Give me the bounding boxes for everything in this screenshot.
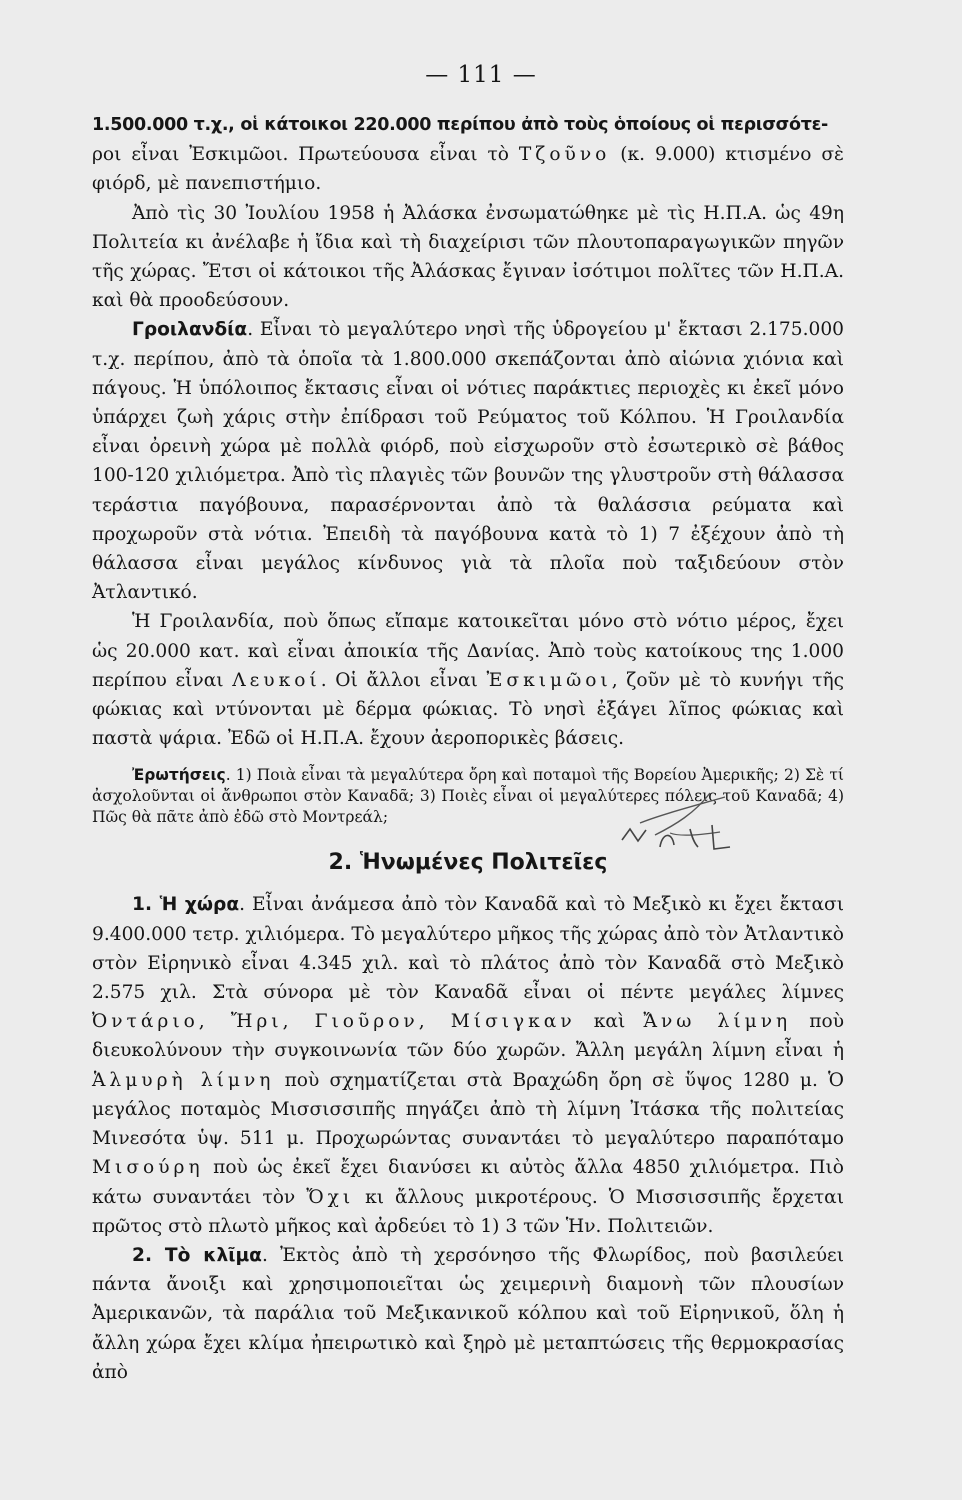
page-number: — 111 — (425, 62, 537, 88)
country-heading: 1. Ἡ χώρα (132, 894, 240, 916)
questions-block: Ἐρωτήσεις. 1) Ποιὰ εἶναι τὰ μεγαλύτερα ὄρη καὶ ποταμοὶ τῆς Βορείου Ἀμερικῆς; 2) Σὲ τί ἀσχολοῦνται οἱ ἄνθρωποι στὸν Καναδᾶ; 3) Ποιὲς εἶναι οἱ μεγαλύτερες πόλεις τοῦ Καναδᾶ; 4) Πῶς θὰ πᾶτε ἀπὸ ἐδῶ στὸ Μοντρεάλ; (92, 766, 844, 827)
capital-name: Τζοῦνο (518, 144, 611, 166)
paragraph-alaska-population: 1.500.000 τ.χ., οἱ κάτοικοι 220.000 περίπου ἀπὸ τοὺς ὁποίους οἱ περισσότε- ροι εἶναι Ἐσκιμῶοι. Πρωτεύουσα εἶναι τὸ Τζοῦνο (κ. 9.000) κτισμένο σὲ φιόρδ, μὲ πανεπιστήμιο. (92, 115, 845, 195)
page-body (92, 110, 844, 1387)
climate-heading: 2. Τὸ κλῖμα (132, 1244, 262, 1266)
greenland-heading: Γροιλανδία (132, 319, 248, 341)
bold-first-line: 1.500.000 τ.χ., οἱ κάτοικοι 220.000 περίπου ἀπὸ τοὺς ὁποίους οἱ περισσότε- (92, 115, 828, 135)
paragraph-alaska-statehood: Ἀπὸ τὶς 30 Ἰουλίου 1958 ἡ Ἀλάσκα ἐνσωματώθηκε μὲ τὶς Η.Π.Α. ὡς 49η Πολιτεία κι ἀνέλαβε ἡ ἴδια καὶ τὴ διαχείρισι τῶν πλουτοπαραγωγικῶν πηγῶν τῆς χώρας. Ἔτσι οἱ κάτοικοι τῆς Ἀλάσκας ἔγιναν ἰσότιμοι πολῖτες τῶν Η.Π.Α. καὶ θὰ προοδεύσουν. (92, 202, 844, 312)
paragraph-greenland: Γροιλανδία. Εἶναι τὸ μεγαλύτερο νησὶ τῆς ὑδρογείου μ' ἔκτασι 2.175.000 τ.χ. περίπου, ἀπὸ τὰ ὁποῖα τὰ 1.800.000 σκεπάζονται ἀπὸ αἰώνια χιόνια καὶ πάγους. Ἡ ὑπόλοιπος ἔκτασις εἶναι οἱ νότιες παράκτιες περιοχὲς κι ἐκεῖ μόνο ὑπάρχει ζωὴ χάρις στὴν ἐπίδρασι τοῦ Ρεύματος τοῦ Κόλπου. Ἡ Γροιλανδία εἶναι ὀρεινὴ χώρα μὲ πολλὰ φιόρδ, ποὺ εἰσχωροῦν στὸ ἐσωτερικὸ σὲ βάθος 100-120 χιλιόμετρα. Ἀπὸ τὶς πλαγιὲς τῶν βουνῶν της γλυστροῦν στὴ θάλασσα τεράστια παγόβουνα, παρασέρνονται ἀπὸ τὰ θαλάσσια ρεύματα καὶ προχωροῦν στὰ νότια. Ἐπειδὴ τὰ παγόβουνα κατὰ τὸ 1) 7 ἐξέχουν ἀπὸ τὴ θάλασσα εἶναι μεγάλος κίνδυνος γιὰ τὰ πλοῖα ποὺ ταξιδεύουν στὸν Ἀτλαντικό. (92, 319, 844, 604)
paragraph-the-climate: 2. Τὸ κλῖμα. Ἐκτὸς ἀπὸ τὴ χερσόνησο τῆς Φλωρίδος, ποὺ βασιλεύει πάντα ἄνοιξι καὶ χρησιμοποιεῖται ὡς χειμερινὴ διαμονὴ τῶν πλουσίων Ἀμερικανῶν, τὰ παράλια τοῦ Μεξικανικοῦ κόλπου καὶ τοῦ Εἰρηνικοῦ, ὅλη ἡ ἄλλη χώρα ἔχει κλίμα ἠπειρωτικὸ καὶ ξηρὸ μὲ μεταπτώσεις τῆς θερμοκρασίας ἀπὸ (92, 1244, 844, 1383)
term-leukoi: Λευκοί (232, 669, 321, 691)
lake-names: Ὀντάριο, Ἤρι, Γιοῦρον, Μίσιγκαν (92, 1011, 576, 1033)
paragraph-the-country: 1. Ἡ χώρα. Εἶναι ἀνάμεσα ἀπὸ τὸν Καναδᾶ καὶ τὸ Μεξικὸ κι ἔχει ἔκτασι 9.400.000 τετρ. χιλιόμερα. Τὸ μεγαλύτερο μῆκος τῆς χώρας ἀπὸ τὸν Ἀτλαντικὸ στὸν Εἰρηνικὸ εἶναι 4.345 χιλ. καὶ τὸ πλάτος ἀπὸ τὸν Καναδᾶ στὸ Μεξικὸ 2.575 χιλ. Στὰ σύνορα μὲ τὸν Καναδᾶ εἶναι οἱ πέντε μεγάλες λίμνες Ὀντάριο, Ἤρι, Γιοῦρον, Μίσιγκαν καὶ Ἄνω λίμνη ποὺ διευκολύνουν τὴν συγκοινωνία τῶν δύο χωρῶν. Ἄλλη μεγάλη λίμνη εἶναι ἡ Ἁλμυρὴ λίμνη ποὺ σχηματίζεται στὰ Βραχώδη ὄρη σὲ ὕψος 1280 μ. Ὁ μεγάλος ποταμὸς Μισσισσιπῆς πηγάζει ἀπὸ τὴ λίμνη Ἰτάσκα τῆς πολιτείας Μινεσότα ὑψ. 511 μ. Προχωρώντας συναντάει τὸ μεγαλύτερο παραπόταμο Μισούρη ποὺ ὡς ἐκεῖ ἔχει διανύσει κι αὐτὸς ἄλλα 4850 χιλιόμετρα. Πιὸ κάτω συναντάει τὸν Ὄχι κι ἄλλους μικροτέρους. Ὁ Μισσισσιπῆς ἔρχεται πρῶτος στὸ πλωτὸ μῆκος καὶ ἀρδεύει τὸ 1) 3 τῶν Ἡν. Πολιτειῶν. (92, 894, 845, 1237)
river-ohio: Ὄχι (306, 1186, 355, 1208)
river-missouri: Μισούρη (92, 1157, 204, 1179)
paragraph-greenland-population: Ἡ Γροιλανδία, ποὺ ὅπως εἴπαμε κατοικεῖται μόνο στὸ νότιο μέρος, ἔχει ὡς 20.000 κατ. καὶ εἶναι ἀποικία τῆς Δανίας. Ἀπὸ τοὺς κατοίκους της 1.000 περίπου εἶναι Λευκοί. Οἱ ἄλλοι εἶναι Ἐσκιμῶοι, ζοῦν μὲ τὸ κυνήγι τῆς φώκιας καὶ ντύνονται μὲ δέρμα φώκιας. Τὸ νησὶ ἐξάγει λῖπος φώκιας καὶ παστὰ ψάρια. Ἐδῶ οἱ Η.Π.Α. ἔχουν ἀεροπορικὲς βάσεις. (92, 611, 845, 750)
term-eskimoi: Ἐσκιμῶοι (486, 669, 612, 691)
questions-label: Ἐρωτήσεις (132, 766, 226, 785)
salt-lake: Ἁλμυρὴ λίμνη (92, 1069, 275, 1091)
upper-lake: Ἄνω λίμνη (643, 1011, 792, 1033)
section-title: 2. Ἡνωμένες Πολιτεῖες (328, 850, 608, 876)
